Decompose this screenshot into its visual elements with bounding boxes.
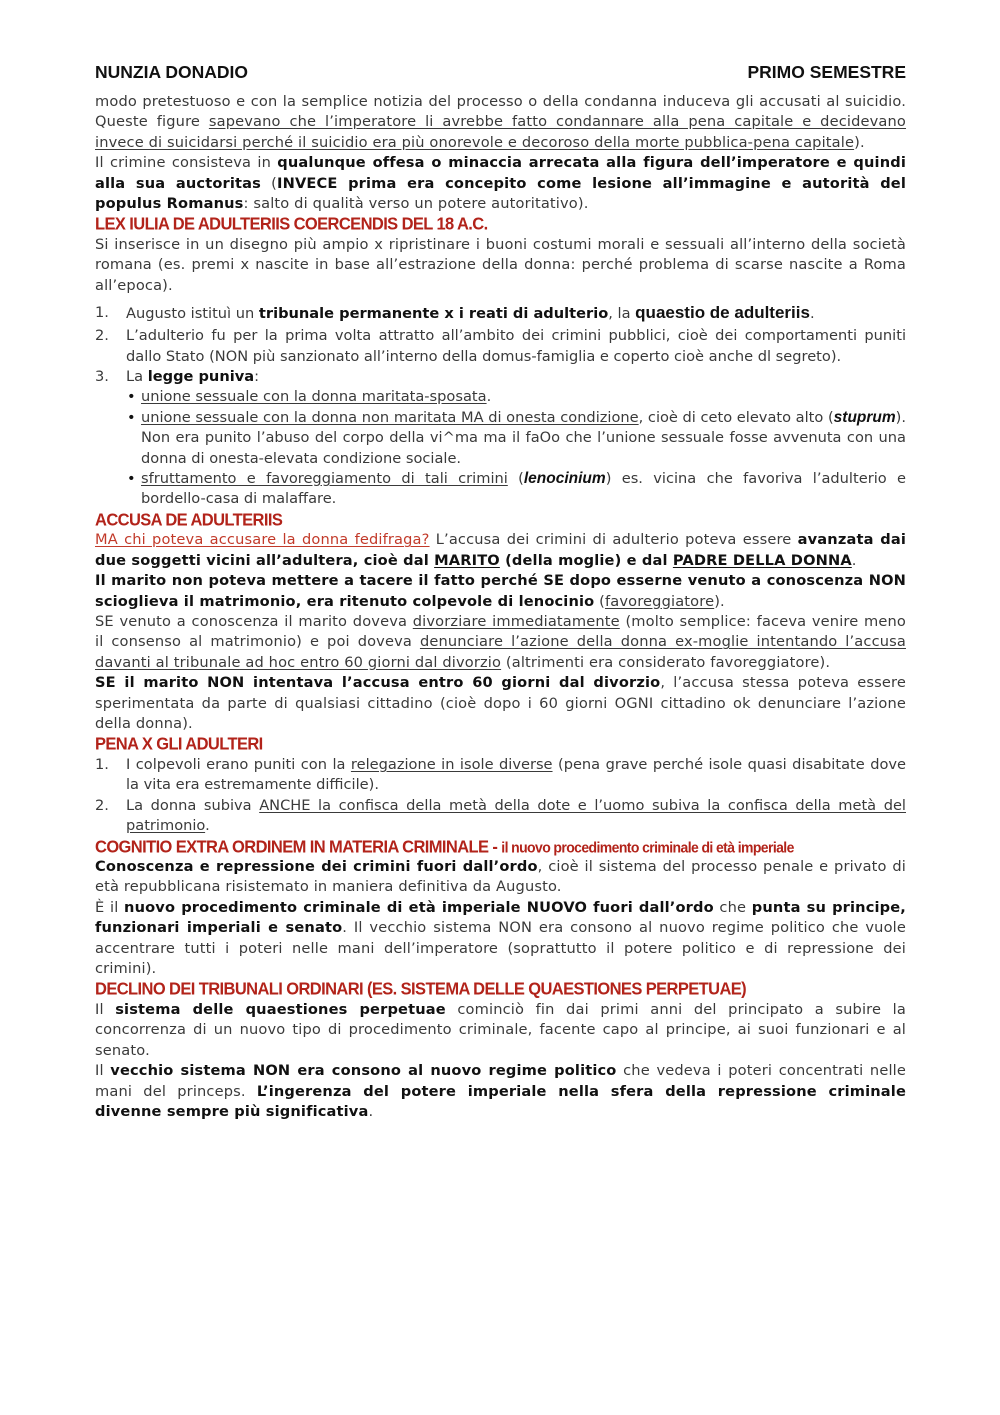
accusa-paragraph-2: Il marito non poteva mettere a tacere il fatto perché SE dopo esserne venuto a conoscenza NON scioglieva il matrimonio, era ritenuto colpevole di lenocinio (favoreggiatore). bbox=[95, 572, 906, 610]
cognitio-paragraph-1: Conoscenza e repressione dei crimini fuori dall’ordo, cioè il sistema del processo penale e privato di età repubblicana risistemato in maniera definitiva da Augusto. bbox=[95, 858, 906, 896]
section-heading-pena: PENA X GLI ADULTERI bbox=[95, 734, 263, 755]
declino-paragraph-2: Il vecchio sistema NON era consono al nuovo regime politico che vedeva i poteri concentrati nelle mani del princeps. L’ingerenza del potere imperiale nella sfera della repressione criminale divenne sempre più significativa. bbox=[95, 1062, 906, 1120]
list-item: 2. L’adulterio fu per la prima volta attratto all’ambito dei crimini pubblici, cioè dei comportamenti puniti dallo Stato (NON più sanzionato all’interno della domus-famiglia e coperto cioè anche dl segreto). bbox=[95, 327, 906, 365]
declino-paragraph-1: Il sistema delle quaestiones perpetuae cominciò fin dai primi anni del principato a subire la concorrenza di un nuovo tipo di procedimento criminale, facente capo al principe, ai suoi funzionari e al senato. bbox=[95, 1000, 906, 1059]
lex-numbered-list bbox=[95, 300, 906, 510]
bullet-item: • unione sessuale con la donna maritata-sposata. bbox=[127, 388, 492, 406]
bullet-list bbox=[126, 387, 906, 509]
intro-paragraph-2: Il crimine consisteva in qualunque offesa o minaccia arrecata alla figura dell’imperatore e quindi alla sua auctoritas (INVECE prima era concepito come lesione all’immagine e autorità del populus Romanus: salto di qualità verso un potere autoritativo). bbox=[95, 154, 907, 213]
list-item: 1. Augusto istituì un tribunale permanente x i reati di adulterio, la quaestio de adulteriis. bbox=[95, 303, 815, 323]
accusa-paragraph-4: SE il marito NON intentava l’accusa entro 60 giorni dal divorzio, l’accusa stessa poteva essere sperimentata da parte di qualsiasi cittadino (cioè dopo i 60 giorni OGNI cittadino ok denunciare l’azione della donna). bbox=[95, 674, 906, 732]
accusa-paragraph-3: SE venuto a conoscenza il marito doveva divorziare immediatamente (molto semplice: faceva venire meno il consenso al matrimonio) e poi doveva denunciare l’azione della donna ex-moglie intentando l’accusa davanti al tribunale ad hoc entro 60 giorni dal divorzio (altrimenti era considerato favoreggiatore). bbox=[95, 612, 907, 671]
semester-label: PRIMO SEMESTRE bbox=[747, 62, 906, 82]
section-heading-cognitio: COGNITIO EXTRA ORDINEM IN MATERIA CRIMINALE - il nuovo procedimento criminale di età imperiale bbox=[95, 836, 794, 857]
lex-intro-paragraph: Si inserisce in un disegno più ampio x ripristinare i buoni costumi morali e sessuali all’interno della società romana (es. premi x nascite in base all’estrazione della donna: perché problema di scarse nascite a Roma all’epoca). bbox=[95, 235, 906, 294]
section-heading-lex-iulia: LEX IULIA DE ADULTERIIS COERCENDIS DEL 18 A.C. bbox=[95, 214, 488, 235]
intro-paragraph-1: modo pretestuoso e con la semplice notizia del processo o della condanna induceva gli accusati al suicidio. Queste figure sapevano che l’imperatore li avrebbe fatto condannare alla pena capitale e decidevano invece di suicidarsi perché il suicidio era più onorevole e decoroso della morte pubblica-pena capitale). bbox=[95, 93, 907, 151]
cognitio-paragraph-2: È il nuovo procedimento criminale di età imperiale NUOVO fuori dall’ordo che punta su principe, funzionari imperiali e senato. Il vecchio sistema NON era consono al nuovo regime politico che vuole accentrare tutti i poteri nelle mani dell’imperatore (soprattutto il potere politico e di repressione dei crimini). bbox=[95, 898, 906, 978]
bullet-item: • unione sessuale con la donna non maritata MA di onesta condizione, cioè di ceto elevato alto (stuprum). Non era punito l’abuso del corpo della vi^ma ma il faOo che l’unione sessuale fosse avvenuta con una donna di onesta-elevata condizione sociale. bbox=[127, 408, 906, 467]
accusa-paragraph-1: MA chi poteva accusare la donna fedifraga? L’accusa dei crimini di adulterio poteva essere avanzata dai due soggetti vicini all’adultera, cioè dal MARITO (della moglie) e dal PADRE DELLA DONNA. bbox=[95, 531, 906, 569]
author-name: NUNZIA DONADIO bbox=[95, 62, 248, 82]
list-item: 2. La donna subiva ANCHE la confisca della metà della dote e l’uomo subiva la confisca della metà del patrimonio. bbox=[95, 796, 906, 835]
list-item: 3. La legge puniva: • unione sessuale con la donna maritata-sposata. • unione sessuale con la donna non maritata MA di onesta condizione, cioè di ceto elevato alto (stuprum). Non era punito l’abuso del corpo della vi^ma ma il faOo che l’unione sessuale fosse avvenuta con una donna di onesta-elevata condizione sociale. • sfruttamento e favoreggiamento di tali crimini (lenocinium) es. vicina che favoriva l’adulterio e bordello-casa di malaffare. bbox=[95, 367, 906, 510]
question-link: MA chi poteva accusare la donna fedifraga? bbox=[95, 531, 430, 549]
document-page bbox=[95, 60, 906, 1122]
list-item: 1. I colpevoli erano puniti con la relegazione in isole diverse (pena grave perché isole quasi disabitate dove la vita era estremamente difficile). bbox=[95, 755, 906, 794]
section-heading-accusa: ACCUSA DE ADULTERIIS bbox=[95, 510, 283, 530]
pena-numbered-list bbox=[95, 755, 906, 837]
page-header bbox=[95, 60, 906, 84]
bullet-item: • sfruttamento e favoreggiamento di tali crimini (lenocinium) es. vicina che favoriva l’adulterio e bordello-casa di malaffare. bbox=[127, 470, 906, 508]
section-heading-declino: DECLINO DEI TRIBUNALI ORDINARI (ES. SISTEMA DELLE QUAESTIONES PERPETUAE) bbox=[95, 979, 747, 1000]
